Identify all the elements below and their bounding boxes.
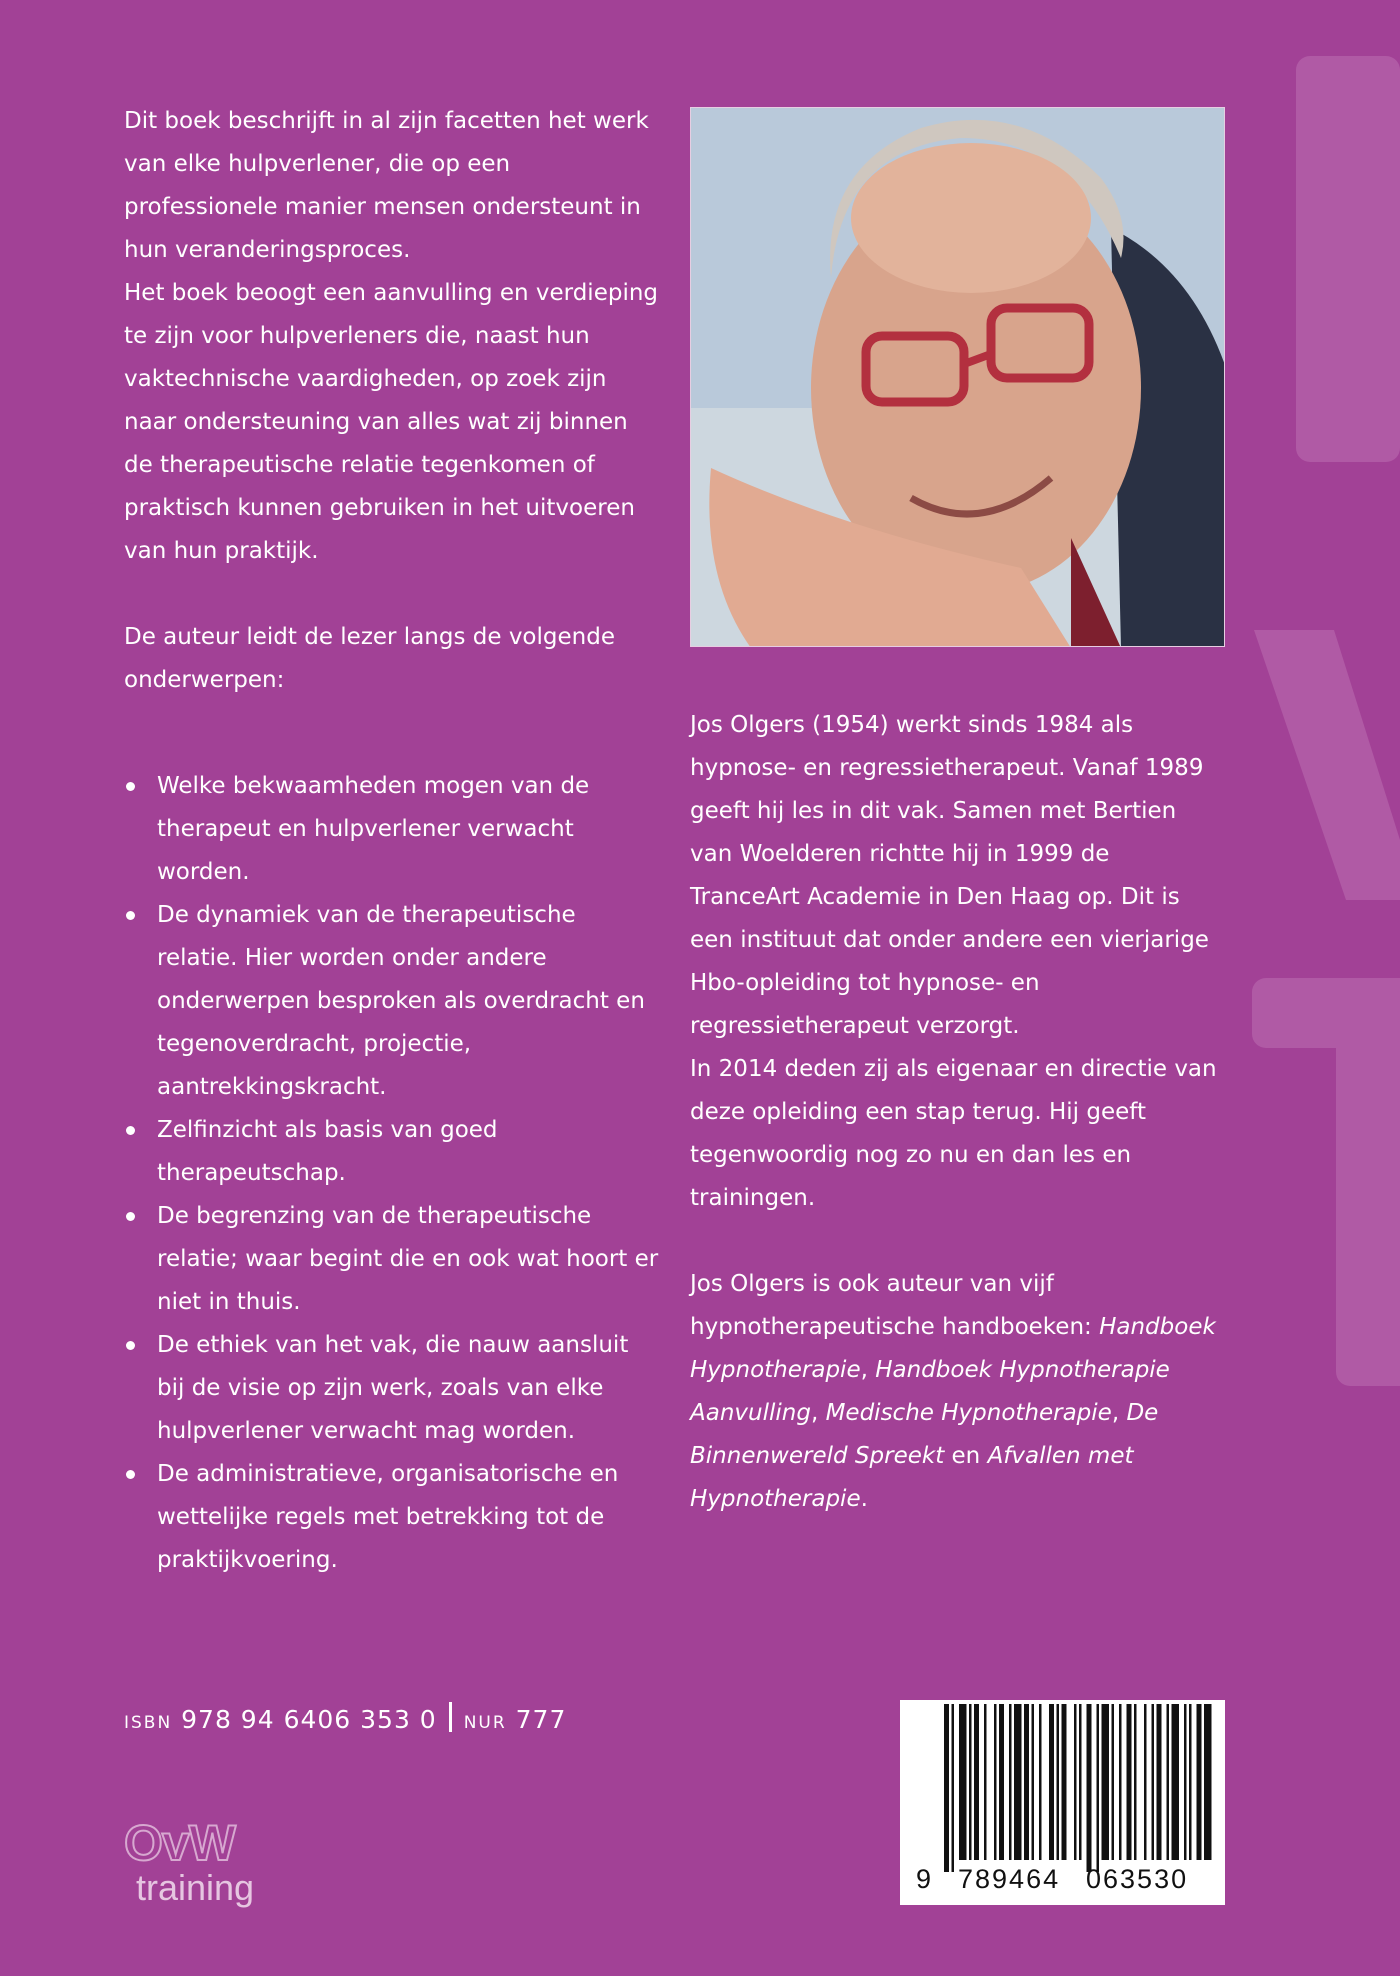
topic-item: Zelfinzicht als basis van goed therapeutschap. <box>124 1109 659 1195</box>
barcode-bar <box>999 1704 1004 1860</box>
barcode-bar <box>969 1704 972 1860</box>
book-title: De Binnenwereld Spreekt <box>690 1400 1159 1469</box>
topic-item: De ethiek van het vak, die nauw aansluit bij de visie op zijn werk, zoals van elke hulpverlener verwacht mag worden. <box>124 1324 659 1453</box>
barcode-bar <box>1204 1704 1212 1860</box>
barcode-bar <box>1102 1704 1110 1860</box>
books-intro: Jos Olgers is ook auteur van vijf hypnotherapeutische handboeken: <box>690 1271 1100 1340</box>
barcode-bar <box>1172 1704 1180 1860</box>
barcode-bar <box>1024 1704 1029 1860</box>
barcode-bar <box>1097 1704 1100 1872</box>
barcode-bar <box>952 1704 955 1872</box>
barcode-bar <box>1049 1704 1054 1860</box>
book-title: Handboek Hypnotherapie <box>690 1314 1216 1383</box>
barcode-digit-first: 9 <box>916 1864 932 1894</box>
barcode-bar <box>1009 1704 1012 1860</box>
barcode-bar <box>1152 1704 1155 1860</box>
topic-item: De administratieve, organisatorische en wettelijke regels met betrekking tot de praktijkvoering. <box>124 1453 659 1582</box>
publisher-logo <box>124 1815 255 1908</box>
barcode-digits-left: 789464 <box>958 1864 1061 1894</box>
publisher-logo-mark: OvW <box>124 1815 235 1871</box>
publisher-logo-sub: training <box>136 1867 255 1908</box>
barcode-bar <box>1079 1704 1082 1860</box>
barcode-bar <box>984 1704 987 1860</box>
barcode-bar <box>1057 1704 1060 1860</box>
nur-label: NUR <box>463 1713 507 1733</box>
book-title: Handboek Hypnotherapie Aanvulling <box>690 1357 1170 1426</box>
intro-paragraph-2: Het boek beoogt een aanvulling en verdieping te zijn voor hulpverleners die, naast hun vaktechnische vaardigheden, op zoek zijn naar ondersteuning van alles wat zij binnen de therapeutische relatie tegenkomen of praktisch kunnen gebruiken in het uitvoeren van hun praktijk. <box>124 280 659 564</box>
topic-item: De dynamiek van de therapeutische relatie. Hier worden onder andere onderwerpen besproken als overdracht en tegenoverdracht, projectie, aantrekkingskracht. <box>124 894 659 1109</box>
barcode-bar <box>1119 1704 1122 1860</box>
intro-paragraph-1: Dit boek beschrijft in al zijn facetten het werk van elke hulpverlener, die op een professionele manier mensen ondersteunt in hun veranderingsproces. <box>124 108 649 263</box>
barcode-bar <box>1157 1704 1162 1860</box>
barcode-bar <box>1197 1704 1202 1860</box>
barcode-bar <box>974 1704 979 1860</box>
isbn-line <box>124 1702 566 1734</box>
bio-paragraph-1: Jos Olgers (1954) werkt sinds 1984 als hypnose- en regressietherapeut. Vanaf 1989 geeft hij les in dit vak. Samen met Bertien van Woelderen richtte hij in 1999 de TranceArt Academie in Den Haag op. Dit is een instituut dat onder andere een vierjarige Hbo-opleiding tot hypnose- en regressietherapeut verzorgt. <box>690 712 1209 1039</box>
barcode-bar <box>1074 1704 1077 1860</box>
barcode-bar <box>994 1704 997 1860</box>
author-photo <box>690 107 1225 647</box>
topic-item: De begrenzing van de therapeutische relatie; waar begint die en ook wat hoort er niet in thuis. <box>124 1195 659 1324</box>
isbn-label: ISBN <box>124 1713 173 1733</box>
barcode-bar <box>1167 1704 1170 1860</box>
barcode-bar <box>1189 1704 1192 1860</box>
barcode-bar <box>959 1704 967 1860</box>
author-bio <box>690 704 1225 1521</box>
bio-paragraph-2: In 2014 deden zij als eigenaar en directie van deze opleiding een stap terug. Hij geeft tegenwoordig nog zo nu en dan les en trainingen. <box>690 1056 1217 1211</box>
isbn-number: 978 94 6406 353 0 <box>181 1705 437 1734</box>
barcode-bar <box>1087 1704 1092 1872</box>
watermark-letter-p <box>1296 56 1400 462</box>
watermark-letter-t <box>1252 978 1400 1048</box>
intro-paragraph-3: De auteur leidt de lezer langs de volgende onderwerpen: <box>124 624 615 693</box>
barcode-bar <box>1134 1704 1137 1860</box>
book-title: Afvallen met Hypnotherapie <box>690 1443 1134 1512</box>
barcode-bar <box>1062 1704 1067 1860</box>
books-paragraph: Jos Olgers is ook auteur van vijf hypnotherapeutische handboeken: Handboek Hypnotherapie, Handboek Hypnotherapie Aanvulling, Medische Hypnotherapie, De Binnenwereld Spreekt en Afvallen met Hypnotherapie. <box>690 1271 1216 1512</box>
topic-list <box>124 765 659 1582</box>
barcode-bar <box>1039 1704 1042 1860</box>
barcode-bar <box>1014 1704 1022 1860</box>
isbn-separator <box>449 1702 452 1732</box>
topic-item: Welke bekwaamheden mogen van de therapeut en hulpverlener verwacht worden. <box>124 765 659 894</box>
watermark-letter-v <box>1254 630 1400 900</box>
barcode-bar <box>944 1704 949 1872</box>
book-title: Medische Hypnotherapie <box>825 1400 1112 1426</box>
book-description <box>124 100 659 1582</box>
barcode-bar <box>1184 1704 1187 1860</box>
barcode <box>900 1700 1225 1905</box>
barcode-bar <box>1032 1704 1035 1860</box>
barcode-bar <box>1144 1704 1147 1860</box>
barcode-bar <box>1127 1704 1132 1860</box>
nur-number: 777 <box>515 1705 567 1734</box>
barcode-bar <box>1112 1704 1115 1860</box>
watermark-letter-t-stem <box>1336 1040 1400 1386</box>
barcode-digits-right: 063530 <box>1086 1864 1189 1894</box>
